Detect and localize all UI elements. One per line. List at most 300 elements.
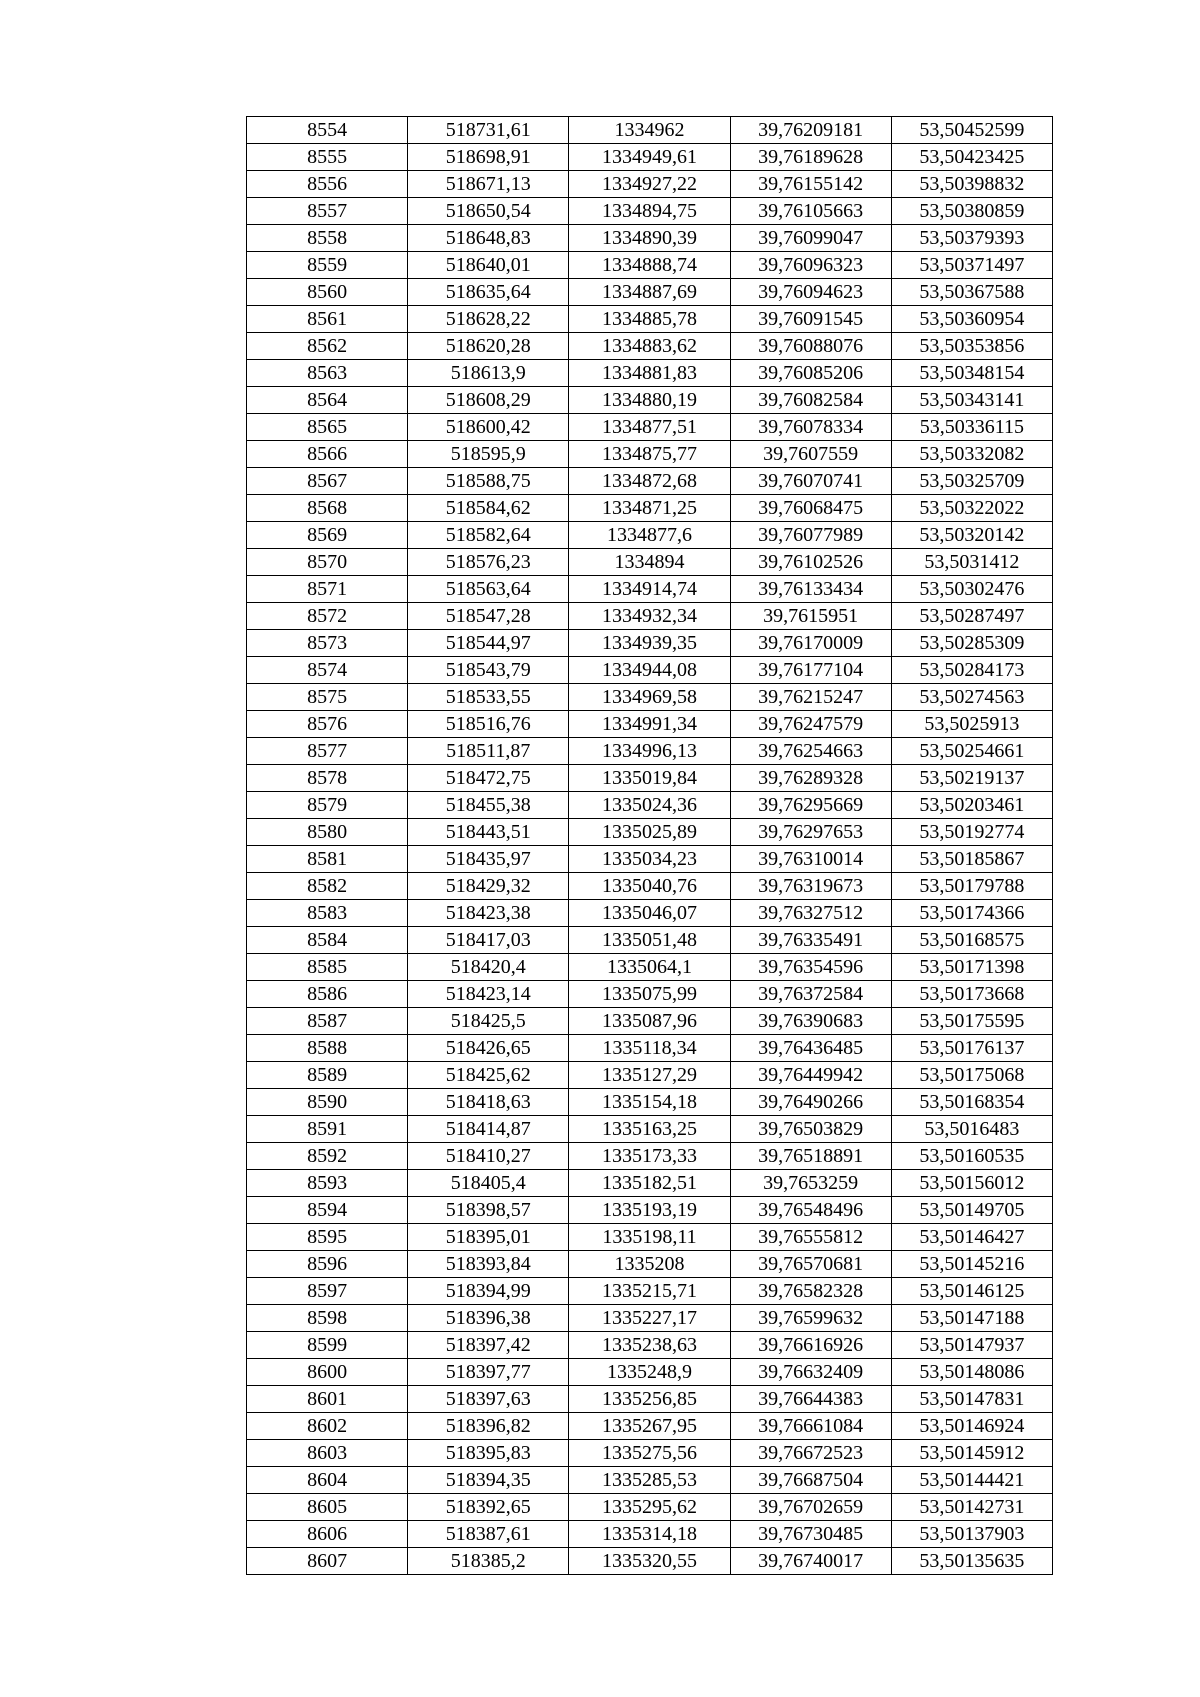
latitude-cell: 53,50160535: [891, 1143, 1052, 1170]
y-coordinate-cell: 1335075,99: [569, 981, 730, 1008]
table-row: [247, 738, 1053, 765]
table-row: [247, 1062, 1053, 1089]
longitude-cell: 39,76078334: [730, 414, 891, 441]
longitude-cell: 39,76372584: [730, 981, 891, 1008]
longitude-cell: 39,76295669: [730, 792, 891, 819]
y-coordinate-cell: 1334887,69: [569, 279, 730, 306]
table-row: [247, 711, 1053, 738]
latitude-cell: 53,50367588: [891, 279, 1052, 306]
x-coordinate-cell: 518425,62: [408, 1062, 569, 1089]
table-row: [247, 927, 1053, 954]
point-number-cell: 8557: [247, 198, 408, 225]
y-coordinate-cell: 1334991,34: [569, 711, 730, 738]
latitude-cell: 53,5031412: [891, 549, 1052, 576]
point-number-cell: 8558: [247, 225, 408, 252]
longitude-cell: 39,76077989: [730, 522, 891, 549]
y-coordinate-cell: 1335295,62: [569, 1494, 730, 1521]
table-row: [247, 1332, 1053, 1359]
y-coordinate-cell: 1334881,83: [569, 360, 730, 387]
x-coordinate-cell: 518635,64: [408, 279, 569, 306]
x-coordinate-cell: 518426,65: [408, 1035, 569, 1062]
table-row: [247, 549, 1053, 576]
table-row: [247, 1224, 1053, 1251]
y-coordinate-cell: 1334883,62: [569, 333, 730, 360]
x-coordinate-cell: 518410,27: [408, 1143, 569, 1170]
table-row: [247, 819, 1053, 846]
longitude-cell: 39,76632409: [730, 1359, 891, 1386]
table-row: [247, 1116, 1053, 1143]
point-number-cell: 8573: [247, 630, 408, 657]
table-row: [247, 1494, 1053, 1521]
y-coordinate-cell: 1335256,85: [569, 1386, 730, 1413]
y-coordinate-cell: 1334890,39: [569, 225, 730, 252]
point-number-cell: 8584: [247, 927, 408, 954]
point-number-cell: 8556: [247, 171, 408, 198]
latitude-cell: 53,50145912: [891, 1440, 1052, 1467]
x-coordinate-cell: 518608,29: [408, 387, 569, 414]
point-number-cell: 8593: [247, 1170, 408, 1197]
point-number-cell: 8559: [247, 252, 408, 279]
latitude-cell: 53,50173668: [891, 981, 1052, 1008]
table-row: [247, 1008, 1053, 1035]
table-row: [247, 603, 1053, 630]
longitude-cell: 39,76687504: [730, 1467, 891, 1494]
point-number-cell: 8560: [247, 279, 408, 306]
longitude-cell: 39,76082584: [730, 387, 891, 414]
latitude-cell: 53,50452599: [891, 117, 1052, 144]
longitude-cell: 39,76096323: [730, 252, 891, 279]
latitude-cell: 53,50148086: [891, 1359, 1052, 1386]
x-coordinate-cell: 518425,5: [408, 1008, 569, 1035]
latitude-cell: 53,50145216: [891, 1251, 1052, 1278]
longitude-cell: 39,76094623: [730, 279, 891, 306]
point-number-cell: 8604: [247, 1467, 408, 1494]
y-coordinate-cell: 1335127,29: [569, 1062, 730, 1089]
y-coordinate-cell: 1334880,19: [569, 387, 730, 414]
latitude-cell: 53,50284173: [891, 657, 1052, 684]
table-row: [247, 900, 1053, 927]
table-row: [247, 198, 1053, 225]
x-coordinate-cell: 518397,63: [408, 1386, 569, 1413]
latitude-cell: 53,50175068: [891, 1062, 1052, 1089]
latitude-cell: 53,50142731: [891, 1494, 1052, 1521]
y-coordinate-cell: 1334875,77: [569, 441, 730, 468]
longitude-cell: 39,76661084: [730, 1413, 891, 1440]
y-coordinate-cell: 1335154,18: [569, 1089, 730, 1116]
y-coordinate-cell: 1335238,63: [569, 1332, 730, 1359]
y-coordinate-cell: 1335118,34: [569, 1035, 730, 1062]
y-coordinate-cell: 1335046,07: [569, 900, 730, 927]
table-row: [247, 954, 1053, 981]
y-coordinate-cell: 1335034,23: [569, 846, 730, 873]
point-number-cell: 8566: [247, 441, 408, 468]
x-coordinate-cell: 518648,83: [408, 225, 569, 252]
x-coordinate-cell: 518423,14: [408, 981, 569, 1008]
latitude-cell: 53,50285309: [891, 630, 1052, 657]
latitude-cell: 53,50176137: [891, 1035, 1052, 1062]
table-row: [247, 117, 1053, 144]
y-coordinate-cell: 1334944,08: [569, 657, 730, 684]
longitude-cell: 39,76297653: [730, 819, 891, 846]
latitude-cell: 53,50179788: [891, 873, 1052, 900]
point-number-cell: 8574: [247, 657, 408, 684]
table-row: [247, 1548, 1053, 1575]
table-row: [247, 1170, 1053, 1197]
y-coordinate-cell: 1335064,1: [569, 954, 730, 981]
latitude-cell: 53,5025913: [891, 711, 1052, 738]
table-row: [247, 1467, 1053, 1494]
longitude-cell: 39,76490266: [730, 1089, 891, 1116]
point-number-cell: 8600: [247, 1359, 408, 1386]
x-coordinate-cell: 518414,87: [408, 1116, 569, 1143]
y-coordinate-cell: 1334888,74: [569, 252, 730, 279]
x-coordinate-cell: 518563,64: [408, 576, 569, 603]
x-coordinate-cell: 518628,22: [408, 306, 569, 333]
table-row: [247, 1143, 1053, 1170]
longitude-cell: 39,76570681: [730, 1251, 891, 1278]
x-coordinate-cell: 518405,4: [408, 1170, 569, 1197]
y-coordinate-cell: 1334871,25: [569, 495, 730, 522]
point-number-cell: 8607: [247, 1548, 408, 1575]
latitude-cell: 53,50348154: [891, 360, 1052, 387]
latitude-cell: 53,50147188: [891, 1305, 1052, 1332]
y-coordinate-cell: 1335087,96: [569, 1008, 730, 1035]
latitude-cell: 53,50144421: [891, 1467, 1052, 1494]
latitude-cell: 53,50423425: [891, 144, 1052, 171]
table-row: [247, 171, 1053, 198]
latitude-cell: 53,5016483: [891, 1116, 1052, 1143]
point-number-cell: 8602: [247, 1413, 408, 1440]
table-row: [247, 684, 1053, 711]
x-coordinate-cell: 518698,91: [408, 144, 569, 171]
point-number-cell: 8577: [247, 738, 408, 765]
table-row: [247, 495, 1053, 522]
point-number-cell: 8564: [247, 387, 408, 414]
point-number-cell: 8561: [247, 306, 408, 333]
x-coordinate-cell: 518418,63: [408, 1089, 569, 1116]
longitude-cell: 39,7607559: [730, 441, 891, 468]
table-row: [247, 1035, 1053, 1062]
table-row: [247, 576, 1053, 603]
latitude-cell: 53,50287497: [891, 603, 1052, 630]
latitude-cell: 53,50137903: [891, 1521, 1052, 1548]
table-row: [247, 414, 1053, 441]
point-number-cell: 8592: [247, 1143, 408, 1170]
latitude-cell: 53,50379393: [891, 225, 1052, 252]
longitude-cell: 39,76449942: [730, 1062, 891, 1089]
latitude-cell: 53,50254661: [891, 738, 1052, 765]
latitude-cell: 53,50168354: [891, 1089, 1052, 1116]
point-number-cell: 8606: [247, 1521, 408, 1548]
longitude-cell: 39,7615951: [730, 603, 891, 630]
longitude-cell: 39,76247579: [730, 711, 891, 738]
x-coordinate-cell: 518650,54: [408, 198, 569, 225]
longitude-cell: 39,76085206: [730, 360, 891, 387]
point-number-cell: 8581: [247, 846, 408, 873]
latitude-cell: 53,50146924: [891, 1413, 1052, 1440]
longitude-cell: 39,76133434: [730, 576, 891, 603]
y-coordinate-cell: 1335275,56: [569, 1440, 730, 1467]
y-coordinate-cell: 1334894: [569, 549, 730, 576]
point-number-cell: 8594: [247, 1197, 408, 1224]
table-row: [247, 1089, 1053, 1116]
y-coordinate-cell: 1334872,68: [569, 468, 730, 495]
x-coordinate-cell: 518423,38: [408, 900, 569, 927]
longitude-cell: 39,76548496: [730, 1197, 891, 1224]
x-coordinate-cell: 518582,64: [408, 522, 569, 549]
point-number-cell: 8562: [247, 333, 408, 360]
x-coordinate-cell: 518387,61: [408, 1521, 569, 1548]
x-coordinate-cell: 518731,61: [408, 117, 569, 144]
latitude-cell: 53,50325709: [891, 468, 1052, 495]
longitude-cell: 39,76170009: [730, 630, 891, 657]
table-row: [247, 225, 1053, 252]
table-row: [247, 333, 1053, 360]
y-coordinate-cell: 1335267,95: [569, 1413, 730, 1440]
y-coordinate-cell: 1334894,75: [569, 198, 730, 225]
latitude-cell: 53,50146427: [891, 1224, 1052, 1251]
latitude-cell: 53,50156012: [891, 1170, 1052, 1197]
y-coordinate-cell: 1335024,36: [569, 792, 730, 819]
point-number-cell: 8587: [247, 1008, 408, 1035]
point-number-cell: 8567: [247, 468, 408, 495]
point-number-cell: 8601: [247, 1386, 408, 1413]
point-number-cell: 8590: [247, 1089, 408, 1116]
table-row: [247, 1305, 1053, 1332]
x-coordinate-cell: 518435,97: [408, 846, 569, 873]
x-coordinate-cell: 518417,03: [408, 927, 569, 954]
latitude-cell: 53,50149705: [891, 1197, 1052, 1224]
x-coordinate-cell: 518511,87: [408, 738, 569, 765]
y-coordinate-cell: 1335314,18: [569, 1521, 730, 1548]
coordinates-table-body: [247, 117, 1053, 1575]
table-row: [247, 279, 1053, 306]
point-number-cell: 8563: [247, 360, 408, 387]
latitude-cell: 53,50332082: [891, 441, 1052, 468]
y-coordinate-cell: 1335173,33: [569, 1143, 730, 1170]
longitude-cell: 39,76644383: [730, 1386, 891, 1413]
table-row: [247, 306, 1053, 333]
point-number-cell: 8578: [247, 765, 408, 792]
x-coordinate-cell: 518394,99: [408, 1278, 569, 1305]
x-coordinate-cell: 518393,84: [408, 1251, 569, 1278]
table-row: [247, 873, 1053, 900]
x-coordinate-cell: 518516,76: [408, 711, 569, 738]
y-coordinate-cell: 1334877,6: [569, 522, 730, 549]
table-row: [247, 657, 1053, 684]
y-coordinate-cell: 1335025,89: [569, 819, 730, 846]
point-number-cell: 8582: [247, 873, 408, 900]
longitude-cell: 39,76730485: [730, 1521, 891, 1548]
table-row: [247, 522, 1053, 549]
y-coordinate-cell: 1335248,9: [569, 1359, 730, 1386]
point-number-cell: 8596: [247, 1251, 408, 1278]
longitude-cell: 39,76436485: [730, 1035, 891, 1062]
latitude-cell: 53,50135635: [891, 1548, 1052, 1575]
y-coordinate-cell: 1334996,13: [569, 738, 730, 765]
x-coordinate-cell: 518584,62: [408, 495, 569, 522]
latitude-cell: 53,50398832: [891, 171, 1052, 198]
longitude-cell: 39,76177104: [730, 657, 891, 684]
x-coordinate-cell: 518576,23: [408, 549, 569, 576]
table-row: [247, 846, 1053, 873]
point-number-cell: 8586: [247, 981, 408, 1008]
longitude-cell: 39,76091545: [730, 306, 891, 333]
y-coordinate-cell: 1334914,74: [569, 576, 730, 603]
longitude-cell: 39,76354596: [730, 954, 891, 981]
longitude-cell: 39,7653259: [730, 1170, 891, 1197]
point-number-cell: 8568: [247, 495, 408, 522]
table-row: [247, 1359, 1053, 1386]
y-coordinate-cell: 1335198,11: [569, 1224, 730, 1251]
y-coordinate-cell: 1334939,35: [569, 630, 730, 657]
x-coordinate-cell: 518544,97: [408, 630, 569, 657]
point-number-cell: 8571: [247, 576, 408, 603]
longitude-cell: 39,76672523: [730, 1440, 891, 1467]
x-coordinate-cell: 518395,83: [408, 1440, 569, 1467]
point-number-cell: 8555: [247, 144, 408, 171]
point-number-cell: 8599: [247, 1332, 408, 1359]
latitude-cell: 53,50168575: [891, 927, 1052, 954]
table-row: [247, 1386, 1053, 1413]
x-coordinate-cell: 518613,9: [408, 360, 569, 387]
longitude-cell: 39,76310014: [730, 846, 891, 873]
x-coordinate-cell: 518398,57: [408, 1197, 569, 1224]
x-coordinate-cell: 518543,79: [408, 657, 569, 684]
table-row: [247, 630, 1053, 657]
y-coordinate-cell: 1335285,53: [569, 1467, 730, 1494]
longitude-cell: 39,76099047: [730, 225, 891, 252]
y-coordinate-cell: 1334962: [569, 117, 730, 144]
point-number-cell: 8576: [247, 711, 408, 738]
table-row: [247, 360, 1053, 387]
longitude-cell: 39,76068475: [730, 495, 891, 522]
x-coordinate-cell: 518429,32: [408, 873, 569, 900]
y-coordinate-cell: 1335193,19: [569, 1197, 730, 1224]
y-coordinate-cell: 1335215,71: [569, 1278, 730, 1305]
x-coordinate-cell: 518455,38: [408, 792, 569, 819]
longitude-cell: 39,76740017: [730, 1548, 891, 1575]
point-number-cell: 8575: [247, 684, 408, 711]
latitude-cell: 53,50360954: [891, 306, 1052, 333]
point-number-cell: 8598: [247, 1305, 408, 1332]
y-coordinate-cell: 1335163,25: [569, 1116, 730, 1143]
table-row: [247, 1440, 1053, 1467]
y-coordinate-cell: 1335227,17: [569, 1305, 730, 1332]
x-coordinate-cell: 518395,01: [408, 1224, 569, 1251]
longitude-cell: 39,76702659: [730, 1494, 891, 1521]
table-row: [247, 792, 1053, 819]
y-coordinate-cell: 1334949,61: [569, 144, 730, 171]
coordinates-table: [246, 116, 1053, 1575]
y-coordinate-cell: 1335019,84: [569, 765, 730, 792]
point-number-cell: 8570: [247, 549, 408, 576]
table-row: [247, 441, 1053, 468]
latitude-cell: 53,50371497: [891, 252, 1052, 279]
table-row: [247, 765, 1053, 792]
longitude-cell: 39,76319673: [730, 873, 891, 900]
longitude-cell: 39,76215247: [730, 684, 891, 711]
point-number-cell: 8569: [247, 522, 408, 549]
longitude-cell: 39,76155142: [730, 171, 891, 198]
x-coordinate-cell: 518385,2: [408, 1548, 569, 1575]
y-coordinate-cell: 1335051,48: [569, 927, 730, 954]
table-row: [247, 387, 1053, 414]
latitude-cell: 53,50175595: [891, 1008, 1052, 1035]
point-number-cell: 8605: [247, 1494, 408, 1521]
latitude-cell: 53,50192774: [891, 819, 1052, 846]
x-coordinate-cell: 518640,01: [408, 252, 569, 279]
latitude-cell: 53,50147937: [891, 1332, 1052, 1359]
x-coordinate-cell: 518472,75: [408, 765, 569, 792]
latitude-cell: 53,50203461: [891, 792, 1052, 819]
longitude-cell: 39,76518891: [730, 1143, 891, 1170]
x-coordinate-cell: 518533,55: [408, 684, 569, 711]
point-number-cell: 8595: [247, 1224, 408, 1251]
x-coordinate-cell: 518396,38: [408, 1305, 569, 1332]
point-number-cell: 8597: [247, 1278, 408, 1305]
x-coordinate-cell: 518588,75: [408, 468, 569, 495]
latitude-cell: 53,50353856: [891, 333, 1052, 360]
latitude-cell: 53,50336115: [891, 414, 1052, 441]
longitude-cell: 39,76209181: [730, 117, 891, 144]
table-row: [247, 252, 1053, 279]
x-coordinate-cell: 518397,42: [408, 1332, 569, 1359]
x-coordinate-cell: 518397,77: [408, 1359, 569, 1386]
latitude-cell: 53,50343141: [891, 387, 1052, 414]
longitude-cell: 39,76335491: [730, 927, 891, 954]
table-row: [247, 1197, 1053, 1224]
y-coordinate-cell: 1334927,22: [569, 171, 730, 198]
latitude-cell: 53,50171398: [891, 954, 1052, 981]
point-number-cell: 8591: [247, 1116, 408, 1143]
latitude-cell: 53,50380859: [891, 198, 1052, 225]
latitude-cell: 53,50302476: [891, 576, 1052, 603]
longitude-cell: 39,76102526: [730, 549, 891, 576]
y-coordinate-cell: 1335320,55: [569, 1548, 730, 1575]
x-coordinate-cell: 518547,28: [408, 603, 569, 630]
latitude-cell: 53,50320142: [891, 522, 1052, 549]
x-coordinate-cell: 518620,28: [408, 333, 569, 360]
longitude-cell: 39,76254663: [730, 738, 891, 765]
x-coordinate-cell: 518443,51: [408, 819, 569, 846]
point-number-cell: 8589: [247, 1062, 408, 1089]
y-coordinate-cell: 1335208: [569, 1251, 730, 1278]
longitude-cell: 39,76555812: [730, 1224, 891, 1251]
x-coordinate-cell: 518600,42: [408, 414, 569, 441]
latitude-cell: 53,50185867: [891, 846, 1052, 873]
latitude-cell: 53,50146125: [891, 1278, 1052, 1305]
table-row: [247, 468, 1053, 495]
table-row: [247, 1521, 1053, 1548]
table-row: [247, 1413, 1053, 1440]
y-coordinate-cell: 1334885,78: [569, 306, 730, 333]
x-coordinate-cell: 518394,35: [408, 1467, 569, 1494]
point-number-cell: 8588: [247, 1035, 408, 1062]
x-coordinate-cell: 518392,65: [408, 1494, 569, 1521]
longitude-cell: 39,76189628: [730, 144, 891, 171]
point-number-cell: 8565: [247, 414, 408, 441]
y-coordinate-cell: 1334932,34: [569, 603, 730, 630]
x-coordinate-cell: 518396,82: [408, 1413, 569, 1440]
y-coordinate-cell: 1334969,58: [569, 684, 730, 711]
longitude-cell: 39,76582328: [730, 1278, 891, 1305]
point-number-cell: 8603: [247, 1440, 408, 1467]
table-row: [247, 981, 1053, 1008]
latitude-cell: 53,50174366: [891, 900, 1052, 927]
latitude-cell: 53,50147831: [891, 1386, 1052, 1413]
point-number-cell: 8585: [247, 954, 408, 981]
